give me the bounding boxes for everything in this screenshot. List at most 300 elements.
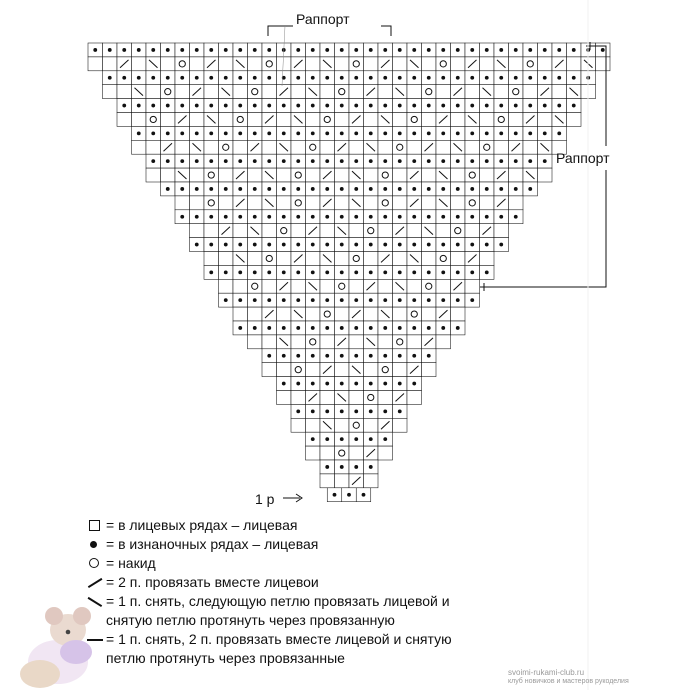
chart-cell [306, 113, 321, 127]
stitch-dot [296, 48, 300, 52]
chart-cell [204, 252, 219, 266]
stitch-dot [543, 76, 547, 80]
stitch-dot [485, 187, 489, 191]
stitch-dot [333, 493, 337, 497]
chart-cell [451, 113, 466, 127]
chart-cell [509, 168, 524, 182]
chart-cell [436, 140, 451, 154]
stitch-dot [325, 382, 329, 386]
legend [86, 516, 646, 668]
stitch-dot [267, 48, 271, 52]
chart-cell [436, 279, 451, 293]
stitch-dot [470, 104, 474, 108]
stitch-dot [369, 354, 373, 358]
stitch-dot [427, 48, 431, 52]
stitch-dot [267, 215, 271, 219]
stitch-dot [354, 354, 358, 358]
rapport-top-bracket-left [268, 26, 293, 36]
stitch-dot [253, 215, 257, 219]
watermark: svoimi-rukami-club.ru клуб новичков и мастеров рукоделия [508, 668, 629, 685]
stitch-dot [528, 48, 532, 52]
stitch-dot [311, 76, 315, 80]
chart-cell [422, 57, 437, 71]
stitch-dot [354, 243, 358, 247]
stitch-dot [369, 326, 373, 330]
chart-cell [233, 113, 248, 127]
stitch-dot [325, 104, 329, 108]
stitch-dot [209, 270, 213, 274]
chart-cell [422, 279, 437, 293]
stitch-dot [311, 104, 315, 108]
stitch-dot [296, 298, 300, 302]
chart-cell [407, 224, 422, 238]
chart-cell [190, 168, 205, 182]
chart-cell [596, 57, 611, 71]
chart-cell [219, 57, 234, 71]
chart-cell [161, 168, 176, 182]
chart-cell [509, 85, 524, 99]
stitch-dot [296, 382, 300, 386]
stitch-dot [311, 382, 315, 386]
stitch-dot [427, 354, 431, 358]
stitch-dot [238, 104, 242, 108]
stitch-dot [528, 187, 532, 191]
chart-cell [538, 113, 553, 127]
stitch-dot [108, 76, 112, 80]
legend-item-yarn-over [86, 554, 646, 573]
stitch-dot [340, 159, 344, 163]
stitch-dot [267, 270, 271, 274]
stitch-dot [499, 215, 503, 219]
stitch-dot [311, 187, 315, 191]
stitch-dot [557, 76, 561, 80]
mouse-mascot-icon [6, 592, 106, 688]
stitch-dot [412, 104, 416, 108]
stitch-dot [398, 270, 402, 274]
chart-cell [146, 113, 161, 127]
stitch-dot [195, 243, 199, 247]
stitch-dot [151, 159, 155, 163]
stitch-dot [238, 298, 242, 302]
stitch-dot [195, 48, 199, 52]
slash-icon [88, 578, 102, 588]
stitch-dot [456, 131, 460, 135]
stitch-dot [441, 215, 445, 219]
chart-cell [349, 279, 364, 293]
stitch-dot [383, 215, 387, 219]
stitch-dot [151, 48, 155, 52]
chart-cell [364, 196, 379, 210]
stitch-dot [499, 243, 503, 247]
chart-cell [480, 168, 495, 182]
stitch-dot [340, 104, 344, 108]
stitch-dot [362, 493, 366, 497]
stitch-dot [209, 131, 213, 135]
stitch-dot [543, 131, 547, 135]
chart-cell [103, 85, 118, 99]
stitch-dot [427, 215, 431, 219]
chart-cell [248, 85, 263, 99]
chart-cell [320, 446, 335, 460]
chart-cell [146, 85, 161, 99]
chart-cell [393, 113, 408, 127]
stitch-dot [427, 131, 431, 135]
chart-cell [219, 168, 234, 182]
chart-cell [88, 57, 103, 71]
chart-cell [480, 196, 495, 210]
stitch-dot [267, 326, 271, 330]
stitch-dot [325, 298, 329, 302]
chart-cell [378, 196, 393, 210]
stitch-dot [282, 187, 286, 191]
stitch-dot [282, 159, 286, 163]
stitch-dot [209, 104, 213, 108]
legend-item-skp [86, 592, 646, 630]
stitch-dot [195, 131, 199, 135]
stitch-dot [340, 243, 344, 247]
stitch-dot [412, 131, 416, 135]
chart-cell [233, 140, 248, 154]
chart-cell [219, 279, 234, 293]
stitch-dot [354, 382, 358, 386]
chart-cell [320, 307, 335, 321]
chart-cell [277, 57, 292, 71]
stitch-dot [166, 187, 170, 191]
stitch-dot [499, 76, 503, 80]
chart-cell [132, 113, 147, 127]
stitch-dot [441, 131, 445, 135]
stitch-dot [412, 354, 416, 358]
chart-cell [320, 85, 335, 99]
chart-cell [335, 196, 350, 210]
stitch-dot [340, 270, 344, 274]
stitch-dot [195, 187, 199, 191]
chart-cell [262, 252, 277, 266]
stitch-dot [224, 243, 228, 247]
chart-cell [146, 140, 161, 154]
chart-cell [262, 363, 277, 377]
chart-cell [509, 196, 524, 210]
stitch-dot [282, 104, 286, 108]
stitch-dot [267, 76, 271, 80]
stitch-dot [369, 409, 373, 413]
stitch-dot [398, 298, 402, 302]
stitch-dot [427, 270, 431, 274]
chart-cell [291, 168, 306, 182]
chart-cell [335, 113, 350, 127]
stitch-dot [456, 270, 460, 274]
chart-cell [291, 85, 306, 99]
chart-cell [291, 140, 306, 154]
chart-cell [349, 85, 364, 99]
stitch-dot [427, 104, 431, 108]
chart-cell [422, 307, 437, 321]
stitch-dot [470, 48, 474, 52]
stitch-dot [441, 243, 445, 247]
stitch-dot [441, 270, 445, 274]
rapport-top-label: Раппорт [296, 11, 350, 27]
stitch-dot [398, 159, 402, 163]
stitch-dot [456, 326, 460, 330]
stitch-dot [93, 48, 97, 52]
stitch-dot [354, 437, 358, 441]
stitch-dot [383, 159, 387, 163]
stitch-dot [296, 354, 300, 358]
chart-cell [407, 391, 422, 405]
stitch-dot [340, 215, 344, 219]
stitch-dot [296, 243, 300, 247]
legend-text-cont: петлю протянуть через провязанные [106, 650, 345, 666]
chart-cell [335, 279, 350, 293]
stitch-dot [369, 437, 373, 441]
stitch-dot [470, 76, 474, 80]
stitch-dot [282, 354, 286, 358]
stitch-dot [354, 159, 358, 163]
chart-cell [277, 168, 292, 182]
stitch-dot [601, 48, 605, 52]
stitch-dot [224, 215, 228, 219]
chart-cell [291, 279, 306, 293]
chart-cell [335, 252, 350, 266]
stitch-dot [296, 270, 300, 274]
stitch-dot [441, 159, 445, 163]
stitch-dot [514, 48, 518, 52]
stitch-dot [412, 215, 416, 219]
chart-cell [190, 57, 205, 71]
stitch-dot [369, 48, 373, 52]
stitch-dot [470, 215, 474, 219]
chart-cell [248, 196, 263, 210]
stitch-dot [325, 437, 329, 441]
chart-cell [335, 168, 350, 182]
stitch-dot [470, 243, 474, 247]
chart-cell [393, 363, 408, 377]
chart-cell [175, 140, 190, 154]
stitch-dot [296, 187, 300, 191]
chart-cell [291, 224, 306, 238]
chart-cell [422, 168, 437, 182]
stitch-dot [267, 159, 271, 163]
chart-cell [277, 252, 292, 266]
stitch-dot [296, 159, 300, 163]
chart-cell [248, 168, 263, 182]
chart-cell [494, 224, 509, 238]
square-icon [89, 520, 100, 531]
stitch-dot [209, 76, 213, 80]
stitch-dot [325, 465, 329, 469]
stitch-dot [325, 48, 329, 52]
stitch-dot [325, 354, 329, 358]
stitch-dot [412, 270, 416, 274]
stitch-dot [238, 270, 242, 274]
stitch-dot [180, 131, 184, 135]
stitch-dot [282, 215, 286, 219]
stitch-dot [412, 187, 416, 191]
stitch-dot [528, 131, 532, 135]
stitch-dot [166, 159, 170, 163]
stitch-dot [166, 76, 170, 80]
stitch-dot [311, 159, 315, 163]
chart-cell [306, 252, 321, 266]
stitch-dot [485, 131, 489, 135]
chart-cell [393, 307, 408, 321]
chart-cell [378, 446, 393, 460]
chart-cell [233, 307, 248, 321]
stitch-dot [253, 48, 257, 52]
stitch-dot [325, 131, 329, 135]
chart-cell [378, 140, 393, 154]
chart-cell [161, 113, 176, 127]
stitch-dot [485, 104, 489, 108]
chart-cell [204, 224, 219, 238]
chart-cell [320, 474, 335, 488]
stitch-dot [224, 187, 228, 191]
stitch-dot [441, 298, 445, 302]
stitch-dot [282, 298, 286, 302]
stitch-dot [456, 187, 460, 191]
stitch-dot [398, 382, 402, 386]
chart-cell [248, 335, 263, 349]
stitch-dot [238, 131, 242, 135]
stitch-dot [253, 270, 257, 274]
stitch-dot [485, 159, 489, 163]
chart-cell [465, 168, 480, 182]
chart-cell [320, 391, 335, 405]
stitch-dot [470, 131, 474, 135]
chart-cell [364, 307, 379, 321]
chart-cell [291, 391, 306, 405]
chart-cell [494, 113, 509, 127]
legend-item-k2tog [86, 573, 646, 592]
chart-cell [349, 57, 364, 71]
stitch-dot [354, 270, 358, 274]
chart-cell [465, 279, 480, 293]
stitch-dot [528, 76, 532, 80]
chart-cell [523, 57, 538, 71]
stitch-dot [267, 354, 271, 358]
chart-cell [378, 168, 393, 182]
stitch-dot [238, 243, 242, 247]
stitch-dot [427, 326, 431, 330]
stitch-dot [311, 243, 315, 247]
chart-cell [175, 85, 190, 99]
stitch-dot [296, 76, 300, 80]
chart-cell [378, 391, 393, 405]
stitch-dot [427, 187, 431, 191]
stitch-dot [325, 270, 329, 274]
chart-cell [393, 196, 408, 210]
stitch-dot [137, 48, 141, 52]
stitch-dot [354, 187, 358, 191]
chart-cell [451, 252, 466, 266]
chart-cell [523, 140, 538, 154]
chart-cell [393, 140, 408, 154]
stitch-dot [369, 131, 373, 135]
stitch-dot [224, 270, 228, 274]
stitch-dot [456, 76, 460, 80]
stitch-dot [485, 243, 489, 247]
stitch-dot [267, 104, 271, 108]
row-one-label: 1 р [255, 491, 275, 507]
stitch-dot [340, 437, 344, 441]
stitch-dot [296, 215, 300, 219]
stitch-dot [383, 298, 387, 302]
legend-text: = 1 п. снять, 2 п. провязать вместе лицевой и снятую [106, 631, 452, 647]
stitch-dot [166, 104, 170, 108]
chart-cell [364, 113, 379, 127]
stitch-dot [354, 76, 358, 80]
stitch-dot [441, 187, 445, 191]
chart-cell [422, 196, 437, 210]
chart-cell [422, 113, 437, 127]
stitch-dot [137, 104, 141, 108]
stitch-dot [311, 437, 315, 441]
chart-cell [190, 196, 205, 210]
chart-cell [262, 57, 277, 71]
chart-cell [538, 57, 553, 71]
stitch-dot [325, 215, 329, 219]
stitch-dot [398, 48, 402, 52]
stitch-dot [470, 159, 474, 163]
chart-cell [567, 57, 582, 71]
chart-cell [262, 335, 277, 349]
stitch-dot [557, 48, 561, 52]
chart-cell [364, 474, 379, 488]
chart-cell [306, 196, 321, 210]
chart-cell [175, 196, 190, 210]
stitch-dot [340, 382, 344, 386]
chart-cell [190, 224, 205, 238]
stitch-dot [151, 104, 155, 108]
stitch-dot [282, 131, 286, 135]
stitch-dot [224, 131, 228, 135]
stitch-dot [238, 159, 242, 163]
stitch-dot [340, 131, 344, 135]
stitch-dot [369, 465, 373, 469]
stitch-dot [340, 465, 344, 469]
chart-cell [407, 140, 422, 154]
stitch-dot [383, 270, 387, 274]
stitch-dot [514, 187, 518, 191]
chart-cell [393, 252, 408, 266]
stitch-dot [340, 76, 344, 80]
stitch-dot [398, 354, 402, 358]
stitch-dot [354, 298, 358, 302]
stitch-dot [441, 48, 445, 52]
stitch-dot [485, 76, 489, 80]
stitch-dot [369, 382, 373, 386]
stitch-dot [296, 104, 300, 108]
stitch-dot [383, 187, 387, 191]
stitch-dot [311, 298, 315, 302]
chart-cell [364, 391, 379, 405]
chart-cell [494, 140, 509, 154]
chart-cell [204, 168, 219, 182]
stitch-dot [151, 131, 155, 135]
stitch-dot [209, 243, 213, 247]
stitch-dot [282, 243, 286, 247]
stitch-dot [441, 326, 445, 330]
ring-icon [89, 558, 99, 568]
chart-cell [175, 57, 190, 71]
stitch-dot [557, 131, 561, 135]
chart-cell [494, 85, 509, 99]
chart-cell [364, 418, 379, 432]
stitch-dot [195, 76, 199, 80]
stitch-dot [340, 187, 344, 191]
chart-cell [117, 113, 132, 127]
stitch-dot [499, 159, 503, 163]
